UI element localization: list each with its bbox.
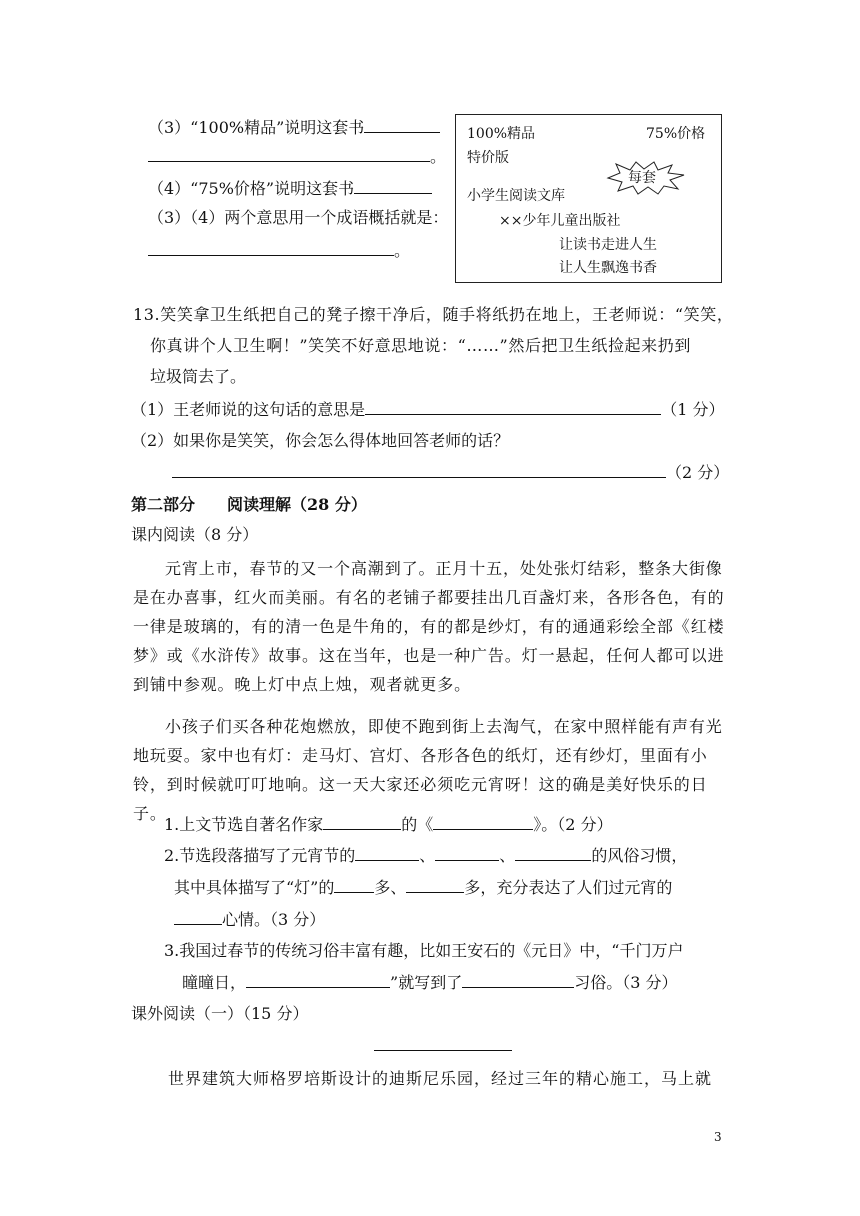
- ad-badge: 每套: [628, 170, 656, 186]
- answer-blank[interactable]: [515, 844, 591, 861]
- ad-slogan-2: 让人生飘逸书香: [559, 260, 657, 276]
- answer-blank[interactable]: [435, 844, 499, 861]
- q12-item34-text: （3）（4）两个意思用一个成语概括就是：: [148, 208, 449, 227]
- answer-blank[interactable]: [364, 116, 440, 133]
- reading-q3-line2: [182, 971, 677, 994]
- q13-sub1: [131, 398, 724, 421]
- q12-item4: [148, 177, 432, 200]
- reading-paragraph-1: 元宵上市，春节的又一个高潮到了。正月十五，处处张灯结彩，整条大街像是在办喜事，红火而美丽。有名的老铺子都要挂出几百盏灯来，各形各色，有的一律是玻璃的，有的清一色是牛角的，有的都是纱灯，有的通通彩绘全部《红楼梦》或《水浒传》故事。这在当年，也是一种广告。灯一悬起，任何人都可以进到铺中参观。晚上灯中点上烛，观者就更多。: [133, 559, 725, 694]
- q12-item3-cont: [148, 145, 446, 168]
- answer-blank[interactable]: [323, 813, 401, 830]
- q12-item3: [148, 116, 440, 139]
- answer-blank[interactable]: [246, 971, 390, 988]
- q12-item34-cont: [148, 239, 410, 262]
- part2-title: 第二部分 阅读理解（28 分）: [131, 495, 367, 514]
- reading-q2-text-f: 心情。（3 分）: [222, 910, 326, 929]
- answer-blank[interactable]: [355, 844, 419, 861]
- ad-price: 75%价格: [646, 126, 706, 142]
- answer-blank[interactable]: [148, 239, 394, 256]
- answer-blank[interactable]: [172, 461, 666, 478]
- reading-q1-text-b: 的《: [401, 815, 434, 834]
- q12-item3-end: 。: [430, 147, 447, 166]
- reading-paragraph-2: 小孩子们买各种花炮燃放，即使不跑到街上去淘气，在家中照样能有声有光地玩耍。家中也有灯：走马灯、宫灯、各形各色的纸灯，还有纱灯，里面有小铃，到时候就叮叮地响。这一天大家还必须吃元宵呀！这的确是美好快乐的日子。: [133, 717, 723, 823]
- q12-item34-end: 。: [394, 241, 411, 260]
- reading-q2-sep-2: 、: [499, 846, 516, 865]
- answer-blank[interactable]: [354, 177, 432, 194]
- answer-blank[interactable]: [365, 398, 661, 415]
- reading-q1-text-c: 》。（2 分）: [533, 815, 613, 834]
- reading-q1-text-a: 1.上文节选自著名作家: [164, 815, 324, 834]
- reading-q2-text-d: 多、: [374, 878, 407, 897]
- q13-sub1-score: （1 分）: [661, 400, 725, 419]
- answer-blank[interactable]: [462, 971, 574, 988]
- in-class-reading-title: 课内阅读（8 分）: [131, 525, 259, 544]
- answer-blank[interactable]: [406, 876, 464, 893]
- reading-q3-text-d: 习俗。（3 分）: [574, 973, 678, 992]
- reading-q3-text-b: 曈曈日，: [182, 973, 247, 992]
- reading-q2-text-c: 其中具体描写了“灯”的: [174, 878, 335, 897]
- reading-q2-cont2: [174, 908, 325, 931]
- reading-q2-text-b: 的风俗习惯，: [591, 846, 688, 865]
- title-blank[interactable]: [374, 1050, 512, 1051]
- q13-sub2-score: （2 分）: [666, 463, 730, 482]
- ad-publisher: ××少年儿童出版社: [499, 213, 621, 229]
- answer-blank[interactable]: [148, 145, 430, 162]
- q13-sub2: （2）如果你是笑笑，你会怎么得体地回答老师的话？: [131, 431, 510, 450]
- q13-sub1-text: （1）王老师说的这句话的意思是: [131, 400, 366, 419]
- reading-q2-text-a: 2.节选段落描写了元宵节的: [164, 846, 356, 865]
- reading-q3-line1: 3.我国过春节的传统习俗丰富有趣，比如王安石的《元日》中，“千门万户: [164, 941, 684, 960]
- ad-slogan-1: 让读书走进人生: [559, 237, 657, 253]
- q12-item3-text: （3）“100%精品”说明这套书: [148, 118, 365, 137]
- reading-q3-text-c: ”就写到了: [390, 973, 463, 992]
- q13-stem-line1: 13.笑笑拿卫生纸把自己的凳子擦干净后，随手将纸扔在地上，王老师说：“笑笑，: [133, 305, 734, 324]
- answer-blank[interactable]: [334, 876, 374, 893]
- ad-quality: 100%精品: [467, 126, 536, 142]
- reading-q2: [164, 844, 687, 867]
- reading-q1: [164, 813, 613, 836]
- q13-stem-line2: 你真讲个人卫生啊！”笑笑不好意思地说：“……”然后把卫生纸捡起来扔到: [150, 336, 691, 355]
- reading-q2-text-e: 多，充分表达了人们过元宵的: [464, 878, 673, 897]
- reading-q2-cont: [174, 876, 672, 899]
- page-number: 3: [714, 1130, 722, 1144]
- book-ad-box: [455, 114, 722, 283]
- q12-item34: [148, 207, 448, 229]
- ad-series: 小学生阅读文库: [467, 188, 565, 204]
- q13-stem-line3: 垃圾筒去了。: [150, 367, 247, 386]
- answer-blank[interactable]: [433, 813, 533, 830]
- extra-reading-title: 课外阅读（一）（15 分）: [131, 1004, 309, 1023]
- answer-blank[interactable]: [174, 908, 222, 925]
- ad-edition: 特价版: [467, 150, 509, 166]
- reading-q2-sep-1: 、: [419, 846, 436, 865]
- q12-item4-text: （4）“75%价格”说明这套书: [148, 179, 355, 198]
- extra-reading-paragraph: 世界建筑大师格罗培斯设计的迪斯尼乐园，经过三年的精心施工，马上就: [168, 1069, 713, 1088]
- q13-sub2-answer: [172, 461, 729, 484]
